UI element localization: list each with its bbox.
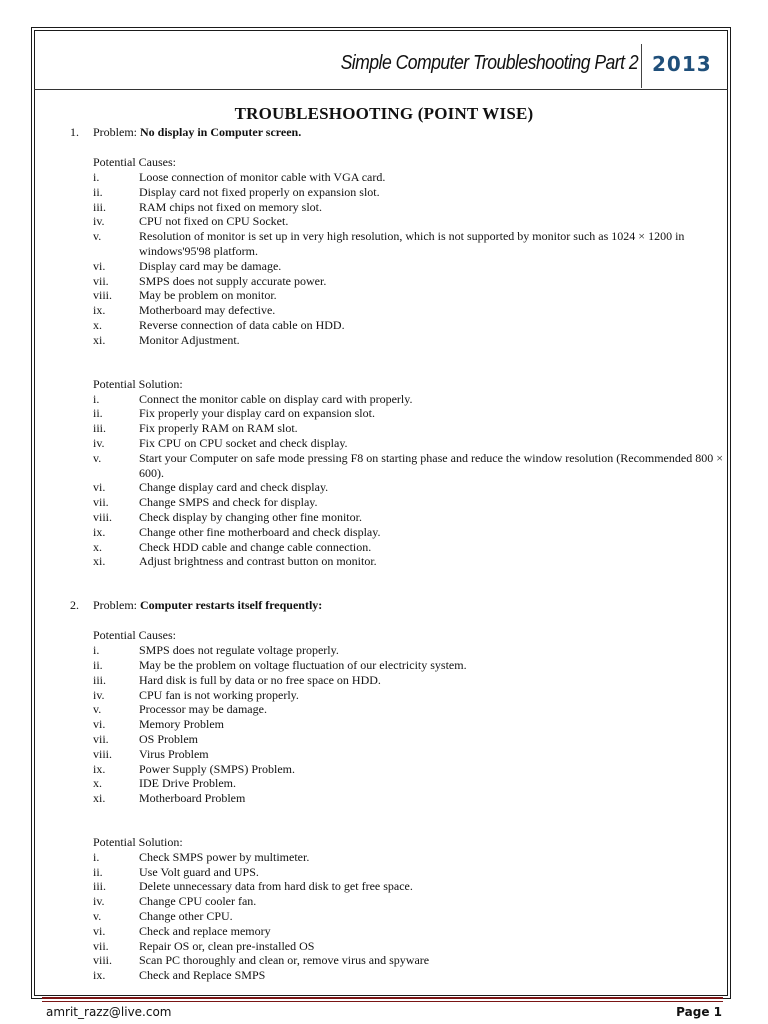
list-item-number: iii. [93, 421, 107, 436]
list-item [70, 762, 730, 777]
page-number: Page 1 [676, 1005, 722, 1019]
problem-number: 2. [70, 598, 79, 613]
list-item-text: CPU not fixed on CPU Socket. [139, 214, 289, 229]
list-item [70, 333, 730, 348]
list-item-text: Monitor Adjustment. [139, 332, 240, 347]
list-item [70, 185, 730, 200]
list-item [70, 791, 730, 806]
problem-1-line [70, 125, 730, 140]
list-item [70, 318, 730, 333]
list-item-text: Power Supply (SMPS) Problem. [139, 761, 296, 776]
footer-rule-thin [42, 1001, 723, 1002]
list-item [70, 214, 730, 229]
list-item-text: SMPS does not supply accurate power. [139, 273, 327, 288]
list-item-number: viii. [93, 509, 113, 524]
document-year: 2013 [652, 52, 712, 76]
list-item [70, 451, 730, 481]
list-item [70, 480, 730, 495]
list-item-text: Start your Computer on safe mode pressing F8 on starting phase and reduce the window resolution (Recommended 800 × 600). [139, 450, 723, 480]
list-item [70, 200, 730, 215]
causes-label: Potential Causes: [93, 628, 176, 643]
list-item-text: Adjust brightness and contrast button on monitor. [139, 554, 377, 569]
list-item [70, 953, 730, 968]
solutions-label: Potential Solution: [93, 376, 183, 391]
list-item-number: xi. [93, 554, 106, 569]
list-item-number: viii. [93, 953, 113, 968]
list-item [70, 747, 730, 762]
list-item-text: Delete unnecessary data from hard disk to get free space. [139, 879, 413, 894]
list-item [70, 392, 730, 407]
list-item [70, 688, 730, 703]
list-item-number: iv. [93, 894, 105, 909]
list-item-text: OS Problem [139, 731, 199, 746]
list-item-text: Motherboard Problem [139, 791, 246, 806]
list-item-number: xi. [93, 791, 106, 806]
list-item [70, 525, 730, 540]
list-item-text: Resolution of monitor is set up in very high resolution, which is not supported by monitor such as 1024 × 1200 in windows'95'98 platform. [139, 229, 685, 258]
list-item-text: SMPS does not regulate voltage properly. [139, 643, 339, 658]
list-item-number: xi. [93, 332, 106, 347]
list-item-number: i. [93, 391, 100, 406]
list-item [70, 303, 730, 318]
list-item-number: i. [93, 643, 100, 658]
list-item-number: x. [93, 776, 102, 791]
list-item-number: vi. [93, 258, 106, 273]
list-item-number: vii. [93, 938, 109, 953]
list-item [70, 850, 730, 865]
list-item-number: x. [93, 539, 102, 554]
list-item-number: ii. [93, 864, 103, 879]
list-item-text: Loose connection of monitor cable with VGA card. [139, 170, 386, 184]
problem-prefix: Problem: [93, 598, 140, 613]
list-item-number: ix. [93, 303, 106, 318]
list-item [70, 288, 730, 303]
list-item-number: vii. [93, 495, 109, 510]
list-item-number: ii. [93, 184, 103, 199]
list-item-text: Change display card and check display. [139, 480, 329, 495]
page-header [34, 44, 728, 88]
list-item-number: v. [93, 702, 102, 717]
list-item-number: iv. [93, 435, 105, 450]
list-item-number: ii. [93, 657, 103, 672]
list-item-number: vii. [93, 273, 109, 288]
list-item-text: Repair OS or, clean pre-installed OS [139, 938, 315, 953]
header-divider [641, 44, 642, 88]
list-item-text: Motherboard may defective. [139, 303, 276, 318]
list-item-number: v. [93, 229, 102, 244]
list-item-text: Check display by changing other fine monitor. [139, 509, 362, 524]
list-item [70, 732, 730, 747]
list-item-text: RAM chips not fixed on memory slot. [139, 199, 322, 214]
list-item [70, 421, 730, 436]
list-item-number: iii. [93, 199, 107, 214]
header-rule [34, 89, 728, 90]
solutions-label: Potential Solution: [93, 834, 183, 849]
list-item [70, 968, 730, 983]
list-item [70, 229, 730, 259]
problem-2-line [70, 598, 730, 613]
list-item-number: ix. [93, 761, 106, 776]
list-item-text: Hard disk is full by data or no free space on HDD. [139, 672, 381, 687]
list-item [70, 673, 730, 688]
list-item-text: May be the problem on voltage fluctuation of our electricity system. [139, 657, 467, 672]
list-item [70, 643, 730, 658]
list-item [70, 865, 730, 880]
list-item-number: v. [93, 909, 102, 924]
problem-title: No display in Computer screen. [140, 125, 302, 139]
list-item-number: i. [93, 849, 100, 864]
list-item-number: vi. [93, 923, 106, 938]
problem-text [93, 125, 301, 139]
list-item [70, 776, 730, 791]
list-item-number: iv. [93, 687, 105, 702]
problem-number: 1. [70, 125, 79, 139]
list-item [70, 510, 730, 525]
problem-text [93, 598, 322, 612]
list-item [70, 894, 730, 909]
list-item [70, 939, 730, 954]
list-item [70, 909, 730, 924]
list-item-number: iv. [93, 214, 105, 229]
list-item-number: vi. [93, 717, 106, 732]
list-item-number: viii. [93, 288, 113, 303]
list-item-text: Connect the monitor cable on display card with properly. [139, 391, 413, 406]
solutions-list [70, 392, 730, 570]
list-item-number: i. [93, 170, 100, 184]
list-item-text: Display card not fixed properly on expansion slot. [139, 184, 380, 199]
list-item [70, 540, 730, 555]
list-item-text: Virus Problem [139, 746, 209, 761]
list-item-text: IDE Drive Problem. [139, 776, 236, 791]
list-item [70, 406, 730, 421]
list-item-number: ix. [93, 524, 106, 539]
list-item-text: Change SMPS and check for display. [139, 495, 318, 510]
list-item [70, 170, 730, 185]
problem-prefix: Problem: [93, 125, 140, 139]
solutions-list [70, 850, 730, 983]
list-item-text: CPU fan is not working properly. [139, 687, 299, 702]
list-item-text: Scan PC thoroughly and clean or, remove virus and spyware [139, 953, 430, 968]
list-item [70, 879, 730, 894]
list-item-text: Fix CPU on CPU socket and check display. [139, 435, 348, 450]
list-item-text: Fix properly RAM on RAM slot. [139, 421, 298, 436]
list-item-text: Check HDD cable and change cable connection. [139, 539, 372, 554]
list-item-text: Check and replace memory [139, 923, 271, 938]
document-body [70, 125, 730, 983]
list-item-number: vii. [93, 731, 109, 746]
list-item [70, 554, 730, 569]
list-item-text: Fix properly your display card on expansion slot. [139, 406, 375, 421]
list-item-number: ix. [93, 968, 106, 983]
causes-label: Potential Causes: [93, 155, 176, 169]
list-item [70, 924, 730, 939]
list-item-number: iii. [93, 879, 107, 894]
list-item-text: Check and Replace SMPS [139, 968, 266, 983]
document-title: Simple Computer Troubleshooting Part 2 [340, 52, 638, 74]
list-item-text: Processor may be damage. [139, 702, 267, 717]
list-item-text: Check SMPS power by multimeter. [139, 849, 310, 864]
problem-title: Computer restarts itself frequently: [140, 598, 323, 613]
list-item-text: Change CPU cooler fan. [139, 894, 257, 909]
list-item-number: v. [93, 450, 102, 465]
causes-list [70, 643, 730, 806]
list-item-text: May be problem on monitor. [139, 288, 277, 303]
list-item-number: viii. [93, 746, 113, 761]
causes-list [70, 170, 730, 348]
list-item-text: Memory Problem [139, 717, 224, 732]
list-item [70, 495, 730, 510]
list-item-text: Reverse connection of data cable on HDD. [139, 317, 345, 332]
list-item [70, 274, 730, 289]
list-item-text: Change other fine motherboard and check display. [139, 524, 381, 539]
list-item [70, 436, 730, 451]
footer-email: amrit_razz@live.com [46, 1005, 172, 1019]
list-item [70, 702, 730, 717]
list-item-number: ii. [93, 406, 103, 421]
list-item [70, 658, 730, 673]
list-item-text: Use Volt guard and UPS. [139, 864, 259, 879]
list-item-number: vi. [93, 480, 106, 495]
footer-rule [42, 997, 723, 999]
list-item-text: Display card may be damage. [139, 258, 282, 273]
list-item [70, 259, 730, 274]
list-item-text: Change other CPU. [139, 909, 233, 924]
list-item-number: iii. [93, 672, 107, 687]
main-heading: TROUBLESHOOTING (POINT WISE) [234, 104, 534, 123]
list-item [70, 717, 730, 732]
list-item-number: x. [93, 317, 102, 332]
